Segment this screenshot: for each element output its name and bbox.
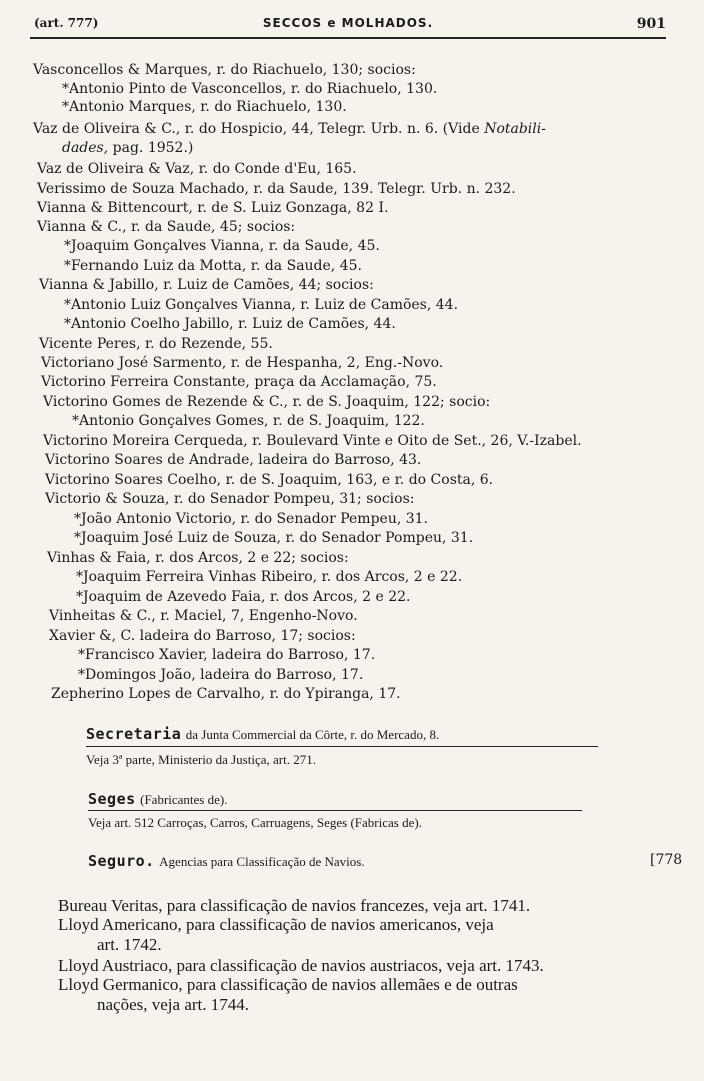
section-reference: Veja art. 512 Carroças, Carros, Carruagens, Seges (Fabricas de). (88, 815, 422, 830)
entry-line: Vianna & Bittencourt, r. de S. Luiz Gonzaga, 82 I. (37, 200, 389, 216)
running-header (30, 14, 666, 36)
page-title: SECCOS e MOLHADOS. (262, 16, 434, 30)
entry-line: Victorino Ferreira Constante, praça da Acclamação, 75. (41, 374, 437, 390)
entry-line: Vianna & Jabillo, r. Luiz de Camões, 44; socios: (39, 277, 374, 293)
entry-line: Victorino Soares Coelho, r. de S. Joaquim, 163, e r. do Costa, 6. (45, 472, 494, 488)
entry-line: Vasconcellos & Marques, r. do Riachuelo, 130; socios: (33, 62, 416, 78)
entry-line: Vinheitas & C., r. Maciel, 7, Engenho-Novo. (49, 608, 358, 624)
seguro-entry: Lloyd Austriaco, para classificação de navios austriacos, veja art. 1743. (58, 956, 544, 975)
entry-line: *Antonio Gonçalves Gomes, r. de S. Joaquim, 122. (72, 413, 425, 429)
entry-line: *Joaquim de Azevedo Faia, r. dos Arcos, 2 e 22. (76, 589, 411, 605)
entry-line: Vaz de Oliveira & C., r. do Hospicio, 44, Telegr. Urb. n. 6. (Vide Notabili- (33, 121, 546, 137)
entry-line: *Antonio Luiz Gonçalves Vianna, r. Luiz de Camões, 44. (64, 297, 459, 313)
article-range: (art. 777) (34, 16, 99, 30)
article-number: [778 (650, 852, 683, 868)
seguro-entry: Lloyd Americano, para classificação de navios americanos, veja (58, 915, 494, 934)
entry-line: Vaz de Oliveira & Vaz, r. do Conde d'Eu, 165. (37, 161, 357, 177)
seguro-entry: art. 1742. (97, 935, 162, 954)
entry-line: Victoriano José Sarmento, r. de Hespanha, 2, Eng.-Novo. (41, 355, 444, 371)
entry-line: *Antonio Coelho Jabillo, r. Luiz de Camões, 44. (64, 316, 396, 332)
entry-line: Victorino Moreira Cerqueda, r. Boulevard Vinte e Oito de Set., 26, V.-Izabel. (43, 433, 582, 449)
section-seges: Seges (Fabricantes de). (88, 790, 228, 808)
section-divider (86, 746, 598, 747)
entry-line: Vianna & C., r. da Saude, 45; socios: (37, 219, 296, 235)
section-reference: Veja 3ª parte, Ministerio da Justiça, art. 271. (86, 752, 316, 767)
entry-line: *Joaquim Gonçalves Vianna, r. da Saude, 45. (64, 238, 380, 254)
page-number: 901 (636, 16, 666, 32)
entry-line: *Antonio Pinto de Vasconcellos, r. do Riachuelo, 130. (62, 81, 438, 97)
entry-line: *João Antonio Victorio, r. do Senador Pempeu, 31. (74, 511, 429, 527)
entry-line: *Fernando Luiz da Motta, r. da Saude, 45. (64, 258, 362, 274)
entry-line: Xavier &, C. ladeira do Barroso, 17; socios: (49, 628, 356, 644)
section-seguro: Seguro. Agencias para Classificação de Navios. (88, 852, 365, 870)
entry-line: dades, pag. 1952.) (62, 140, 194, 156)
header-rule (30, 37, 666, 39)
seguro-entry: Lloyd Germanico, para classificação de navios allemães e de outras (58, 975, 518, 994)
section-title: Seguro. (88, 852, 155, 870)
entry-line: *Antonio Marques, r. do Riachuelo, 130. (62, 99, 347, 115)
section-divider (88, 810, 582, 811)
entry-line: *Francisco Xavier, ladeira do Barroso, 17. (78, 647, 376, 663)
entry-line: Victorino Gomes de Rezende & C., r. de S. Joaquim, 122; socio: (43, 394, 491, 410)
entry-line: Victorio & Souza, r. do Senador Pompeu, 31; socios: (45, 491, 415, 507)
entry-line: Zepherino Lopes de Carvalho, r. do Ypiranga, 17. (51, 686, 401, 702)
entry-line: *Domingos João, ladeira do Barroso, 17. (78, 667, 364, 683)
section-secretaria: Secretaria da Junta Commercial da Côrte, r. do Mercado, 8. (86, 725, 440, 743)
entry-line: Vicente Peres, r. do Rezende, 55. (39, 336, 273, 352)
entry-line: *Joaquim Ferreira Vinhas Ribeiro, r. dos Arcos, 2 e 22. (76, 569, 463, 585)
entry-line: Victorino Soares de Andrade, ladeira do Barroso, 43. (45, 452, 422, 468)
entry-line: *Joaquim José Luiz de Souza, r. do Senador Pompeu, 31. (74, 530, 474, 546)
entry-line: Vinhas & Faia, r. dos Arcos, 2 e 22; socios: (47, 550, 349, 566)
seguro-entry: Bureau Veritas, para classificação de navios francezes, veja art. 1741. (58, 896, 531, 915)
section-title: Secretaria (86, 725, 182, 743)
entry-line: Verissimo de Souza Machado, r. da Saude, 139. Telegr. Urb. n. 232. (37, 181, 516, 197)
section-title: Seges (88, 790, 136, 808)
seguro-entry: nações, veja art. 1744. (97, 995, 249, 1014)
